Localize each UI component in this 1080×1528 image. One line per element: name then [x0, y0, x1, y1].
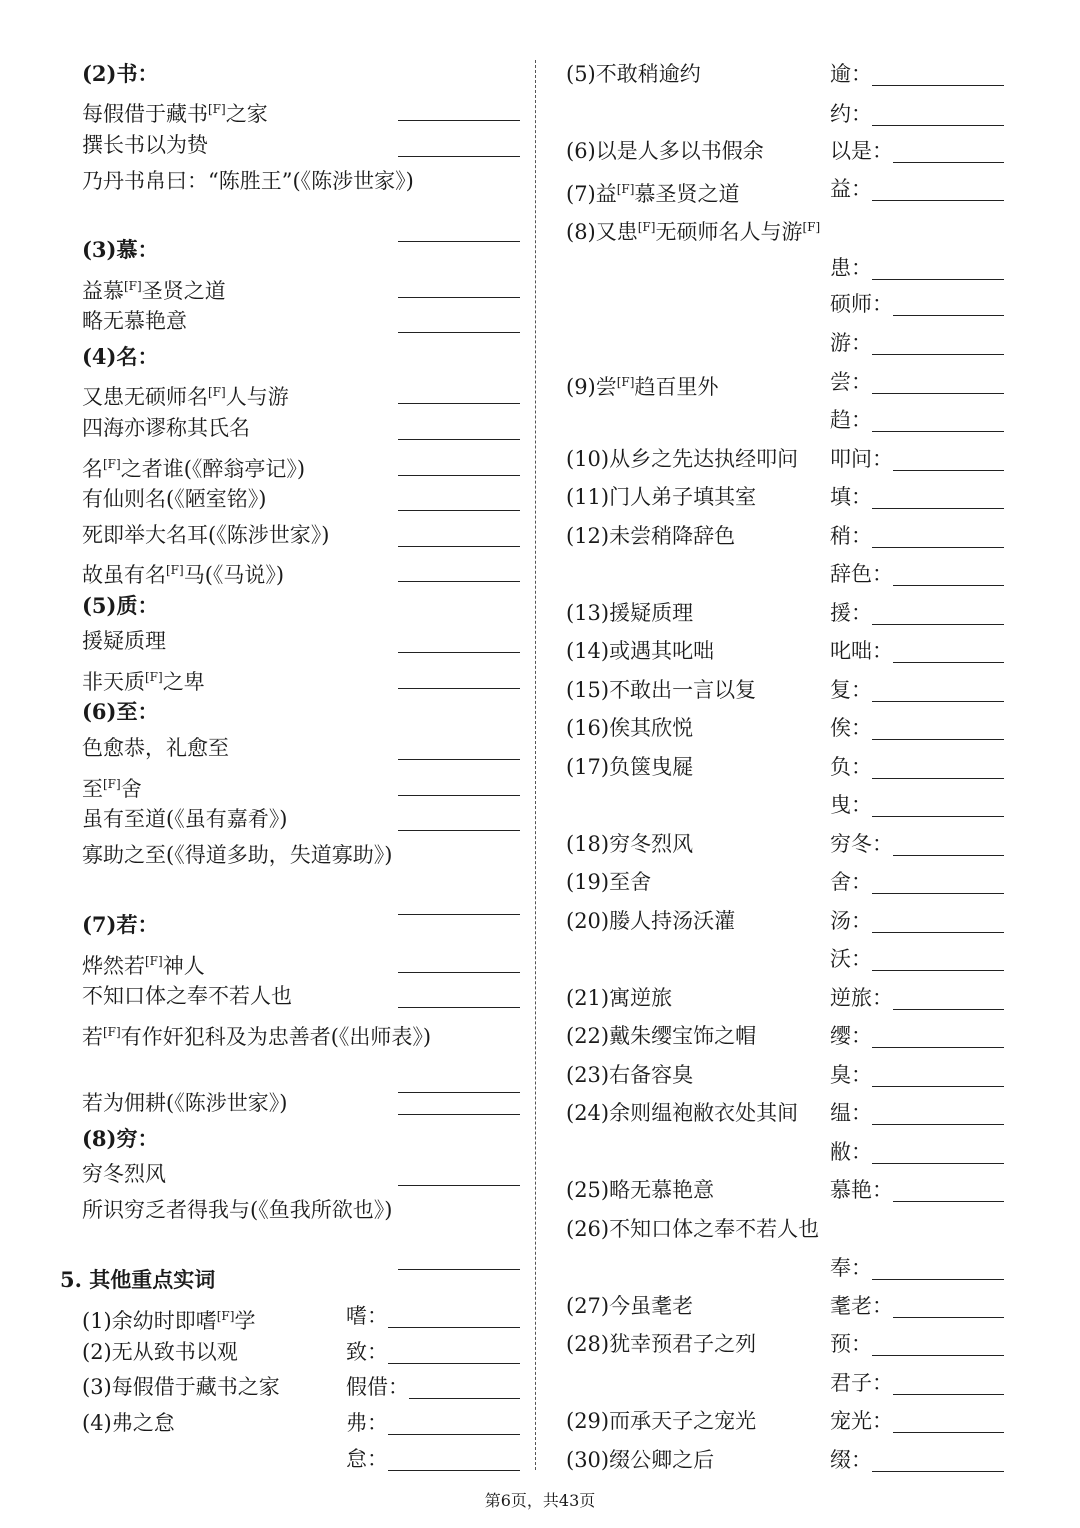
- answer-blank[interactable]: [893, 585, 1004, 586]
- answer-label: 辞色：: [830, 562, 893, 586]
- answer-blank[interactable]: [398, 403, 520, 404]
- exercise-row: [566, 1250, 1006, 1286]
- answer-blank[interactable]: [893, 1009, 1004, 1010]
- exercise-row: [566, 1134, 1006, 1170]
- exercise-row: [82, 163, 522, 199]
- answer-label: 叩问：: [830, 447, 893, 471]
- answer-blank[interactable]: [872, 1279, 1004, 1280]
- sentence-text: (10)从乡之先达执经叩问: [566, 447, 799, 471]
- exercise-row: [566, 556, 1006, 592]
- answer-blank[interactable]: [872, 1471, 1004, 1472]
- answer-blank[interactable]: [398, 652, 520, 653]
- sentence-text: (14)或遇其叱咄: [566, 639, 715, 663]
- exercise-row: [566, 1018, 1006, 1054]
- exercise-row: [566, 441, 1006, 477]
- sentence-text: (7)益[F]慕圣贤之道: [566, 182, 740, 206]
- answer-label: 沃：: [830, 947, 872, 971]
- exercise-row: [82, 268, 522, 304]
- sentence-text: (3)每假借于藏书之家: [82, 1375, 280, 1399]
- answer-label: 叱咄：: [830, 639, 893, 663]
- answer-blank[interactable]: [872, 1355, 1004, 1356]
- sentence-text: 有仙则名(《陋室铭》): [82, 487, 267, 511]
- exercise-row: [566, 1403, 1006, 1439]
- exercise-row: [566, 864, 1006, 900]
- sentence-text: 所识穷乏者得我与(《鱼我所欲也》): [82, 1198, 393, 1222]
- sentence-text: (22)戴朱缨宝饰之帽: [566, 1024, 757, 1048]
- answer-blank[interactable]: [398, 688, 520, 689]
- exercise-row: [82, 659, 522, 695]
- footnote-marker: [F]: [145, 670, 163, 684]
- exercise-row: [566, 710, 1006, 746]
- exercise-row: [82, 517, 522, 553]
- sentence-text: 烨然若[F]神人: [82, 954, 205, 978]
- sentence-text: (11)门人弟子填其室: [566, 485, 757, 509]
- section-heading: [82, 56, 522, 92]
- answer-blank[interactable]: [398, 1007, 520, 1008]
- answer-label: 逾：: [830, 62, 872, 86]
- exercise-row: [566, 250, 1006, 286]
- answer-label: 游：: [830, 331, 872, 355]
- exercise-row: [82, 1192, 522, 1228]
- section-heading: [82, 694, 522, 730]
- exercise-row: [82, 127, 522, 163]
- sentence-text: (25)略无慕艳意: [566, 1178, 715, 1202]
- answer-label: 稍：: [830, 524, 872, 548]
- section-heading: [82, 1121, 522, 1157]
- heading-text: (2)书：: [82, 61, 159, 86]
- exercise-row: [566, 826, 1006, 862]
- answer-label: 君子：: [830, 1371, 893, 1395]
- sentence-text: (29)而承天子之宠光: [566, 1409, 757, 1433]
- exercise-row: [82, 374, 522, 410]
- answer-label: 嗜：: [346, 1304, 388, 1328]
- sentence-text: 略无慕艳意: [82, 309, 187, 333]
- sentence-text: (28)犹幸预君子之列: [566, 1332, 757, 1356]
- sentence-text: (6)以是人多以书假余: [566, 139, 764, 163]
- exercise-row: [82, 837, 522, 873]
- answer-label: 汤：: [830, 909, 872, 933]
- page-footer: 第6页，共43页: [484, 1491, 596, 1510]
- answer-label: 穷冬：: [830, 832, 893, 856]
- exercise-row: [566, 479, 1006, 515]
- exercise-row: [566, 595, 1006, 631]
- answer-label: 宠光：: [830, 1409, 893, 1433]
- answer-blank[interactable]: [872, 1124, 1004, 1125]
- answer-label: 缊：: [830, 1101, 872, 1125]
- answer-blank[interactable]: [872, 701, 1004, 702]
- answer-label: 慕艳：: [830, 1178, 893, 1202]
- sentence-text: (9)尝[F]趋百里外: [566, 375, 719, 399]
- exercise-row: [82, 446, 522, 482]
- answer-blank[interactable]: [872, 1163, 1004, 1164]
- answer-label: 弗：: [346, 1411, 388, 1435]
- exercise-row: [82, 1085, 522, 1121]
- exercise-row: [82, 1441, 522, 1477]
- sentence-text: 色愈恭，礼愈至: [82, 736, 229, 760]
- exercise-row: [82, 481, 522, 517]
- sentence-text: 四海亦谬称其氏名: [82, 416, 250, 440]
- exercise-row: [566, 1288, 1006, 1324]
- exercise-row: [566, 1326, 1006, 1362]
- sentence-text: (26)不知口体之奉不若人也: [566, 1217, 820, 1241]
- answer-blank[interactable]: [872, 85, 1004, 86]
- answer-blank[interactable]: [398, 795, 520, 796]
- footnote-marker: [F]: [616, 375, 635, 389]
- heading-text: (4)名：: [82, 344, 159, 369]
- answer-blank[interactable]: [388, 1434, 520, 1435]
- footnote-marker: [F]: [124, 279, 142, 293]
- section-heading: [82, 907, 522, 943]
- sentence-text: 若为佣耕(《陈涉世家》): [82, 1091, 288, 1115]
- answer-blank[interactable]: [872, 508, 1004, 509]
- answer-blank[interactable]: [872, 893, 1004, 894]
- answer-blank[interactable]: [893, 162, 1004, 163]
- sentence-text: 每假借于藏书[F]之家: [82, 102, 268, 126]
- answer-blank[interactable]: [893, 1432, 1004, 1433]
- exercise-row: [82, 552, 522, 588]
- answer-label: 逆旅：: [830, 986, 893, 1010]
- exercise-row: [566, 749, 1006, 785]
- answer-label: 缀：: [830, 1448, 872, 1472]
- exercise-row: [566, 1365, 1006, 1401]
- sentence-text: 故虽有名[F]马(《马说》): [82, 563, 285, 587]
- sentence-text: (17)负箧曳屣: [566, 755, 694, 779]
- sentence-text: 撰长书以为贽: [82, 133, 208, 157]
- exercise-row: [566, 633, 1006, 669]
- answer-blank[interactable]: [872, 1047, 1004, 1048]
- answer-blank[interactable]: [398, 581, 520, 582]
- exercise-row: [566, 286, 1006, 322]
- answer-blank[interactable]: [398, 156, 520, 157]
- answer-blank[interactable]: [398, 972, 520, 973]
- exercise-row: [566, 402, 1006, 438]
- answer-label: 尝：: [830, 370, 872, 394]
- footnote-marker: [F]: [145, 954, 163, 968]
- footnote-marker: [F]: [802, 220, 821, 234]
- sentence-text: (1)余幼时即嗜[F]学: [82, 1309, 256, 1333]
- answer-label: 致：: [346, 1340, 388, 1364]
- answer-blank[interactable]: [398, 510, 520, 511]
- exercise-row: [566, 56, 1006, 92]
- sentence-text: (15)不敢出一言以复: [566, 678, 757, 702]
- answer-label: 趋：: [830, 408, 872, 432]
- answer-label: 敝：: [830, 1140, 872, 1164]
- answer-blank[interactable]: [872, 970, 1004, 971]
- answer-label: 复：: [830, 678, 872, 702]
- answer-blank[interactable]: [872, 816, 1004, 817]
- answer-blank[interactable]: [388, 1327, 520, 1328]
- exercise-row: [566, 1442, 1006, 1478]
- section-heading: [82, 588, 522, 624]
- answer-blank[interactable]: [409, 1398, 520, 1399]
- answer-blank[interactable]: [398, 332, 520, 333]
- answer-blank[interactable]: [872, 739, 1004, 740]
- section-heading: [82, 232, 522, 268]
- sentence-text: (18)穷冬烈风: [566, 832, 694, 856]
- answer-label: 耄老：: [830, 1294, 893, 1318]
- exercise-row: [82, 943, 522, 979]
- answer-blank[interactable]: [872, 279, 1004, 280]
- answer-blank[interactable]: [893, 1201, 1004, 1202]
- exercise-row: [82, 1334, 522, 1370]
- answer-blank[interactable]: [398, 546, 520, 547]
- answer-blank[interactable]: [872, 547, 1004, 548]
- answer-blank[interactable]: [398, 297, 520, 298]
- sentence-text: 名[F]之者谁(《醉翁亭记》): [82, 457, 306, 481]
- answer-blank[interactable]: [872, 778, 1004, 779]
- exercise-row: [566, 941, 1006, 977]
- sentence-text: (16)俟其欣悦: [566, 716, 694, 740]
- sentence-text: 不知口体之奉不若人也: [82, 984, 292, 1008]
- answer-blank[interactable]: [398, 1114, 520, 1115]
- answer-label: 预：: [830, 1332, 872, 1356]
- sentence-text: 死即举大名耳(《陈涉世家》): [82, 523, 330, 547]
- answer-blank[interactable]: [872, 932, 1004, 933]
- exercise-row: [566, 1057, 1006, 1093]
- exercise-row: [82, 303, 522, 339]
- exercise-row: [82, 1405, 522, 1441]
- answer-blank[interactable]: [398, 120, 520, 121]
- column-divider: [535, 60, 536, 1470]
- answer-blank[interactable]: [872, 431, 1004, 432]
- exercise-row: [566, 787, 1006, 823]
- sentence-text: 援疑质理: [82, 629, 166, 653]
- exercise-row: [82, 801, 522, 837]
- exercise-row: [82, 1298, 522, 1334]
- answer-blank[interactable]: [398, 475, 520, 476]
- answer-label: 益：: [830, 177, 872, 201]
- answer-blank[interactable]: [388, 1363, 520, 1364]
- answer-blank[interactable]: [893, 315, 1004, 316]
- answer-blank[interactable]: [872, 354, 1004, 355]
- sentence-text: (5)不敢稍逾约: [566, 62, 701, 86]
- exercise-row: [566, 1095, 1006, 1131]
- answer-label: 俟：: [830, 716, 872, 740]
- answer-blank[interactable]: [893, 1317, 1004, 1318]
- answer-blank[interactable]: [872, 125, 1004, 126]
- exercise-row: [566, 364, 1006, 400]
- sentence-text: 益慕[F]圣贤之道: [82, 279, 226, 303]
- section-title: 5. 其他重点实词: [60, 1267, 216, 1292]
- footnote-marker: [F]: [216, 1309, 235, 1323]
- footnote-marker: [F]: [103, 777, 121, 791]
- exercise-row: [566, 209, 1006, 245]
- answer-label: 约：: [830, 102, 872, 126]
- exercise-row: [566, 133, 1006, 169]
- exercise-row: [566, 980, 1006, 1016]
- footnote-marker: [F]: [103, 457, 121, 471]
- sentence-text: (30)缀公卿之后: [566, 1448, 715, 1472]
- answer-blank[interactable]: [872, 200, 1004, 201]
- footnote-marker: [F]: [637, 220, 656, 234]
- answer-blank[interactable]: [388, 1470, 520, 1471]
- heading-text: (6)至：: [82, 699, 159, 724]
- sentence-text: (19)至舍: [566, 870, 652, 894]
- exercise-row: [566, 518, 1006, 554]
- answer-blank[interactable]: [893, 662, 1004, 663]
- answer-label: 怠：: [346, 1447, 388, 1471]
- answer-label: 曳：: [830, 793, 872, 817]
- section-heading: [82, 339, 522, 375]
- heading-text: (5)质：: [82, 593, 159, 618]
- sentence-text: (2)无从致书以观: [82, 1340, 238, 1364]
- exercise-row: [82, 91, 522, 127]
- sentence-text: 非天质[F]之卑: [82, 670, 205, 694]
- exercise-row: [566, 1211, 1006, 1247]
- answer-label: 缨：: [830, 1024, 872, 1048]
- sentence-text: 若[F]有作奸犯科及为忠善者(《出师表》): [82, 1025, 432, 1049]
- answer-label: 硕师：: [830, 292, 893, 316]
- exercise-row: [82, 766, 522, 802]
- answer-label: 舍：: [830, 870, 872, 894]
- sentence-text: (4)弗之怠: [82, 1411, 175, 1435]
- answer-blank[interactable]: [398, 759, 520, 760]
- answer-label: 患：: [830, 256, 872, 280]
- footnote-marker: [F]: [166, 563, 184, 577]
- answer-label: 援：: [830, 601, 872, 625]
- answer-blank[interactable]: [872, 393, 1004, 394]
- answer-blank[interactable]: [398, 830, 520, 831]
- answer-label: 填：: [830, 485, 872, 509]
- sentence-text: (24)余则缊袍敝衣处其间: [566, 1101, 799, 1125]
- exercise-row: [566, 325, 1006, 361]
- sentence-text: (20)媵人持汤沃灌: [566, 909, 736, 933]
- exercise-row: [82, 410, 522, 446]
- sentence-text: 穷冬烈风: [82, 1162, 166, 1186]
- answer-label: 臭：: [830, 1063, 872, 1087]
- exercise-row: [82, 623, 522, 659]
- footnote-marker: [F]: [616, 182, 635, 196]
- sentence-text: (27)今虽耄老: [566, 1294, 694, 1318]
- answer-blank[interactable]: [872, 624, 1004, 625]
- sentence-text: 虽有至道(《虽有嘉肴》): [82, 807, 288, 831]
- exercise-row: [566, 171, 1006, 207]
- section-title-row: [60, 1262, 520, 1298]
- footnote-marker: [F]: [103, 1025, 121, 1039]
- exercise-row: [566, 672, 1006, 708]
- heading-text: (8)穷：: [82, 1126, 159, 1151]
- sentence-text: 又患无硕师名[F]人与游: [82, 385, 289, 409]
- sentence-text: (12)未尝稍降辞色: [566, 524, 736, 548]
- exercise-row: [566, 96, 1006, 132]
- exercise-row: [82, 1014, 522, 1050]
- footnote-marker: [F]: [208, 102, 226, 116]
- exercise-row: [82, 730, 522, 766]
- answer-label: 奉：: [830, 1256, 872, 1280]
- answer-label: 假借：: [346, 1375, 409, 1399]
- exercise-row: [82, 978, 522, 1014]
- answer-blank[interactable]: [872, 1086, 1004, 1087]
- sentence-text: (23)右备容臭: [566, 1063, 694, 1087]
- answer-label: 以是：: [830, 139, 893, 163]
- sentence-text: (8)又患[F]无硕师名人与游[F]: [566, 220, 821, 244]
- answer-blank[interactable]: [893, 855, 1004, 856]
- answer-blank[interactable]: [398, 439, 520, 440]
- sentence-text: 寡助之至(《得道多助，失道寡助》): [82, 843, 393, 867]
- exercise-row: [82, 1369, 522, 1405]
- answer-blank[interactable]: [398, 1185, 520, 1186]
- answer-blank[interactable]: [893, 1394, 1004, 1395]
- footnote-marker: [F]: [208, 385, 226, 399]
- exercise-row: [566, 1172, 1006, 1208]
- exercise-row: [82, 1156, 522, 1192]
- answer-label: 负：: [830, 755, 872, 779]
- exercise-row: [566, 903, 1006, 939]
- sentence-text: 至[F]舍: [82, 777, 142, 801]
- sentence-text: (13)援疑质理: [566, 601, 694, 625]
- answer-blank[interactable]: [893, 470, 1004, 471]
- heading-text: (3)慕：: [82, 237, 159, 262]
- heading-text: (7)若：: [82, 912, 159, 937]
- sentence-text: (21)寓逆旅: [566, 986, 673, 1010]
- sentence-text: 乃丹书帛曰：“陈胜王”(《陈涉世家》): [82, 169, 414, 193]
